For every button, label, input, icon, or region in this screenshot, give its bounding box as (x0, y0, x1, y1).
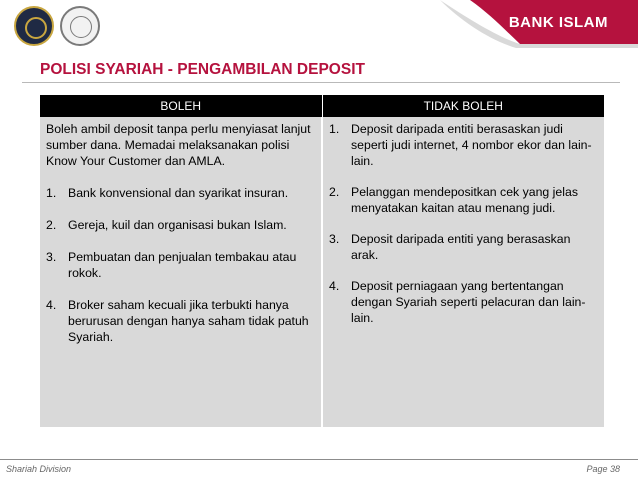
list-item (46, 297, 315, 345)
list-text: Deposit daripada entiti yang berasaskan arak. (351, 232, 571, 262)
list-item (329, 184, 598, 216)
list-item (329, 278, 598, 326)
page-number: Page 38 (586, 464, 620, 474)
tidak-boleh-cell (322, 117, 604, 427)
list-number: 3. (46, 250, 57, 264)
column-header-tidak-boleh: TIDAK BOLEH (322, 95, 604, 117)
list-number: 1. (46, 186, 57, 200)
column-header-boleh: BOLEH (40, 95, 322, 117)
title-divider (22, 82, 620, 83)
list-text: Pembuatan dan penjualan tembakau atau rokok. (68, 250, 297, 280)
list-number: 4. (329, 279, 340, 293)
header-banner (0, 0, 638, 52)
list-number: 4. (46, 298, 57, 312)
list-text: Deposit daripada entiti berasaskan judi seperti judi internet, 4 nombor ekor dan lain-lain. (351, 122, 592, 168)
bank-islam-logo: BANK ISLAM (508, 14, 608, 31)
partner-logos (14, 6, 100, 46)
boleh-list (46, 185, 315, 345)
table-row (40, 117, 604, 427)
footer-division: Shariah Division (6, 464, 72, 474)
list-text: Bank konvensional dan syarikat insuran. (68, 186, 289, 200)
list-item (46, 185, 315, 201)
tidak-boleh-list (329, 121, 598, 326)
list-text: Pelanggan mendepositkan cek yang jelas menyatakan kaitan atau menang judi. (351, 185, 578, 215)
list-text: Gereja, kuil dan organisasi bukan Islam. (68, 218, 287, 232)
boleh-cell (40, 117, 322, 427)
list-item (46, 249, 315, 281)
list-number: 2. (329, 185, 340, 199)
boleh-intro: Boleh ambil deposit tanpa perlu menyiasat lanjut sumber dana. Memadai melaksanakan polisi Know Your Customer dan AMLA. (46, 122, 311, 168)
footer-divider (0, 459, 638, 460)
list-item (46, 217, 315, 233)
list-text: Deposit perniagaan yang bertentangan dengan Syariah seperti pelacuran dan lain-lain. (351, 279, 586, 325)
list-text: Broker saham kecuali jika terbukti hanya berurusan dengan hanya saham tidak patuh Syariah. (68, 298, 309, 344)
policy-table (40, 95, 604, 427)
certification-seal-icon (60, 6, 100, 46)
table-header-row (40, 95, 604, 117)
list-number: 2. (46, 218, 57, 232)
list-number: 1. (329, 122, 340, 136)
list-number: 3. (329, 232, 340, 246)
slide-title: POLISI SYARIAH - PENGAMBILAN DEPOSIT (40, 61, 365, 78)
list-item (329, 121, 598, 169)
award-seal-icon (14, 6, 54, 46)
list-item (329, 231, 598, 263)
